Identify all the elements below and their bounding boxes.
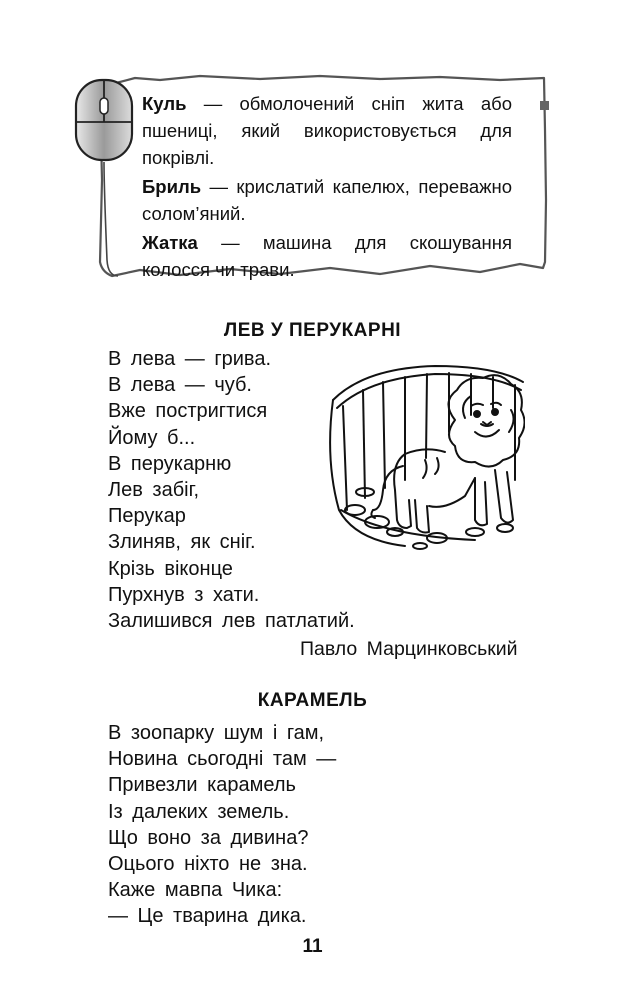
glossary-definition: — крислатий капелюх, переважно солом’яний. [142,176,513,224]
glossary-definitions [142,90,512,285]
poem-line: Злиняв, як сніг. [108,531,256,554]
poem-karamel-lines [108,720,336,930]
poem-line: В лева — чуб. [108,374,252,397]
poem-line: Із далеких земель. [108,800,290,823]
lion-cage-illustration [325,360,525,555]
poem-line: Перукар [108,505,186,528]
glossary-term: Жатка [142,232,198,253]
poem-line: Залишився лев патлатий. [108,610,355,633]
poem-line: Крізь віконце [108,557,233,580]
poem-line: Пурхнув з хати. [108,583,260,606]
glossary-entry [142,229,512,283]
computer-mouse-icon [76,80,132,276]
glossary-entry [142,90,512,171]
glossary-term: Куль [142,93,187,114]
glossary-definition: — обмолочений сніп жита або пшениці, який використовується для покрівлі. [142,93,512,168]
poem-line: Що воно за дивина? [108,826,309,849]
poem-title: КАРАМЕЛЬ [257,690,368,711]
glossary-entry [142,173,512,227]
poem-line: В зоопарку шум і гам, [108,722,325,744]
poem-line: Лев забіг, [108,479,200,502]
poem-line: В лева — грива. [108,348,271,370]
page-number: 11 [302,936,323,957]
poem-line: — Це тварина дика. [108,905,307,928]
glossary-term: Бриль [142,176,202,197]
glossary-definition: — машина для скошування колосся чи трави. [142,232,512,280]
poem-lev-lines [108,346,355,634]
poem-line: Новина сьогодні там — [108,748,337,771]
poem-line: В перукарню [108,452,232,475]
poem-line: Каже мавпа Чика: [108,879,283,902]
poem-line: Йому б... [108,426,196,449]
poem-author: Павло Марцинковський [300,638,518,660]
poem-line: Оцього ніхто не зна. [108,853,308,876]
poem-title: ЛЕВ У ПЕРУКАРНІ [223,320,402,341]
poem-line: Вже постригтися [108,400,268,423]
poem-line: Привезли карамель [108,774,296,797]
